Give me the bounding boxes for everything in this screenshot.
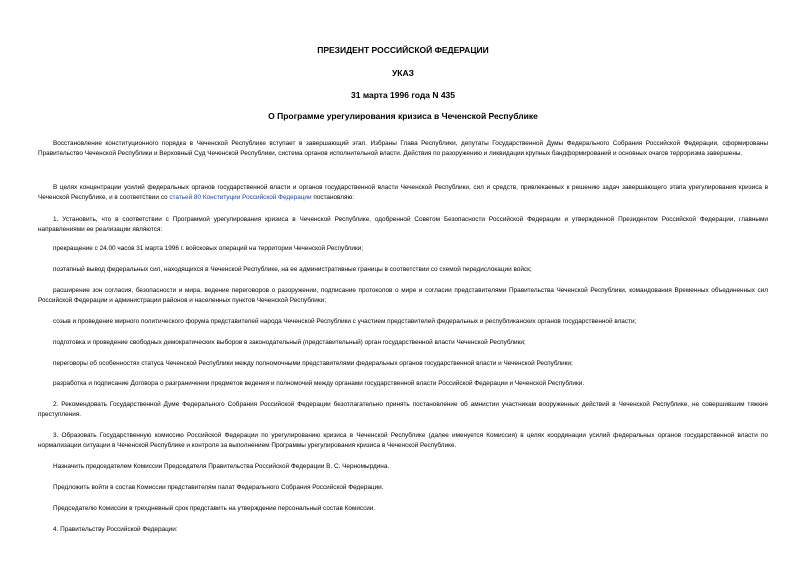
paragraph-chairman: Назначить председателем Комиссии Председателя Правительства Российской Федерации В. С. Черномырдина.: [53, 463, 390, 470]
paragraph-resolution: [38, 183, 768, 203]
list-item: подготовка и проведение свободных демократических выборов в законодательный (представительный) орган государственной власти Чеченской Республики;: [53, 339, 526, 346]
issuer-heading: ПРЕЗИДЕНТ РОССИЙСКОЙ ФЕДЕРАЦИИ: [317, 45, 489, 55]
list-item: переговоры об особенностях статуса Чеченской Республики между полномочными представителями федеральных органов государственной власти и Чеченской Республики;: [53, 360, 573, 367]
paragraph-point-4: 4. Правительству Российской Федерации:: [53, 526, 178, 533]
list-item: прекращение с 24.00 часов 31 марта 1996 г. войсковых операций на территории Чеченской Республики;: [53, 245, 364, 252]
paragraph-resolution-text: В целях концентрации усилий федеральных органов государственной власти и органов государственной власти Чеченской Республики, сил и средств, привлекаемых к решению задач завершающего этапа урегулирования кризиса в Чеченской Республике, и в соответствии со: [38, 184, 768, 202]
document-title: О Программе урегулирования кризиса в Чеченской Республике: [268, 111, 538, 121]
list-item: разработка и подписание Договора о разграничении предметов ведения и полномочий между органами государственной власти Российской Федерации и Чеченской Республики.: [53, 380, 585, 387]
paragraph-point-2: 2. Рекомендовать Государственной Думе Федерального Собрания Российской Федерации безотлагательно принять постановление об амнистии участникам вооруженных действий в Чеченской Республике, не совершившим тяжкие преступления.: [38, 401, 768, 419]
doc-type-heading: УКАЗ: [392, 68, 414, 78]
paragraph-point-3: 3. Образовать Государственную комиссию Российской Федерации по урегулированию кризиса в Чеченской Республике (далее именуется Комиссия) в целях координации усилий федеральных органов государственной власти по нормализации ситуации в Чеченской Республике и контроля за выполнением Программы урегулирования кризиса в Чеченской Республике.: [38, 432, 768, 450]
paragraph-resolution-end: постановляю:: [311, 194, 355, 202]
constitution-article-link[interactable]: статьей 80 Конституции Российской Федерации: [169, 194, 312, 202]
paragraph-composition: Председателю Комиссии в трехдневный срок представить на утверждение персональный состав Комиссии.: [53, 505, 376, 512]
list-item: поэтапный вывод федеральных сил, находящихся в Чеченской Республике, на ее административные границы в соответствии со схемой передислокации войск;: [53, 266, 532, 273]
date-number-heading: 31 марта 1996 года N 435: [351, 90, 455, 100]
paragraph-intro: Восстановление конституционного порядка в Чеченской Республике вступает в завершающий этап. Избраны Глава Республики, депутаты Государственной Думы Федерального Собрания Российской Федерации, сформированы Правительство Чеченской Республики и Верховный Суд Чеченской Республики, система органов исполнительной власти. Действия по разоружению и ликвидации крупных бандформирований и основных очагов терроризма завершены.: [38, 140, 768, 158]
list-item: расширение зон согласия, безопасности и мира, ведение переговоров о разоружении, подписание протоколов о мире и согласии представителями Правительства Чеченской Республики, командования Временных объединенных сил Российской Федерации и администрации районов и населенных пунктов Чеченской Республики;: [38, 287, 768, 305]
list-item: созыв и проведение мирного политического форума представителей народа Чеченской Республики с участием представителей федеральных и республиканских органов государственной власти;: [53, 318, 637, 325]
paragraph-members: Предложить войти в состав Комиссии представителям палат Федерального Собрания Российской Федерации.: [53, 484, 384, 491]
paragraph-point-1: 1. Установить, что в соответствии с Программой урегулирования кризиса в Чеченской Республике, одобренной Советом Безопасности Российской Федерации и утвержденной Президентом Российской Федерации, главными направлениями ее реализации являются:: [38, 216, 768, 234]
